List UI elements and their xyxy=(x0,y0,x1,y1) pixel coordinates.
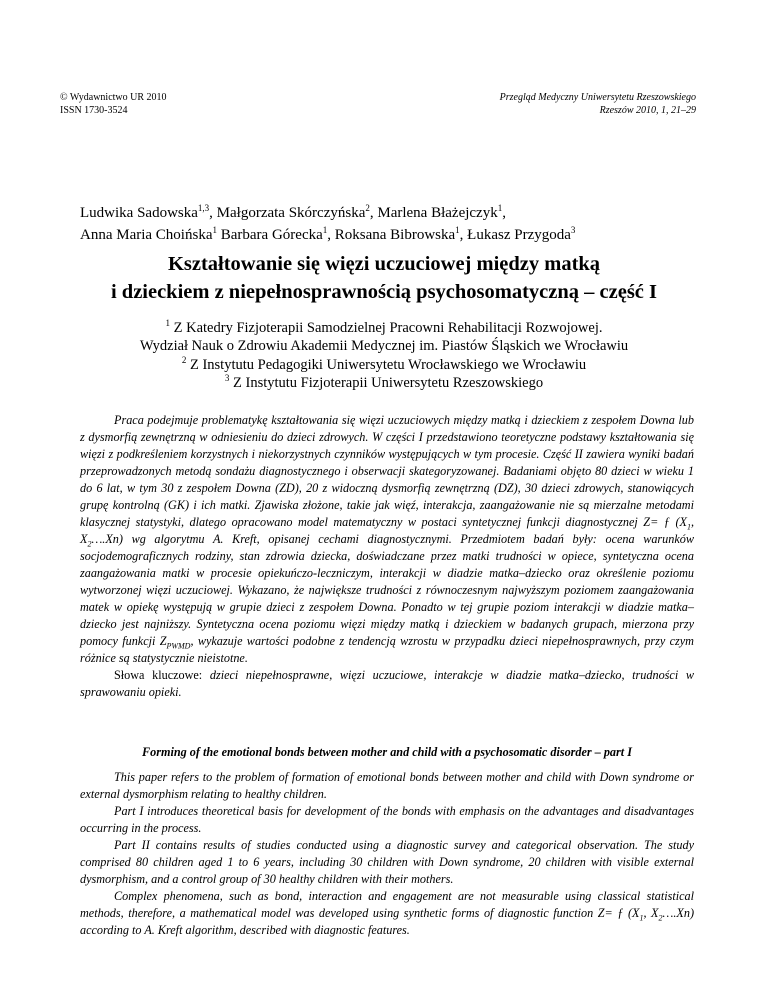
affiliation-1-cont: Wydział Nauk o Zdrowiu Akademii Medycznej im. Piastów Śląskich we Wrocławiu xyxy=(139,338,629,355)
author-name: Łukasz Przygoda xyxy=(467,227,571,243)
affiliation-2: $^2$ Z Instytutu Pedagogiki Uniwersytetu Wrocławskiego we Wrocławiu xyxy=(181,354,587,373)
author-affiliation-mark: 1 xyxy=(322,225,328,235)
journal-citation: Rzeszów 2010, 1, 21–29 xyxy=(599,105,696,116)
author-name: Ludwika Sadowska xyxy=(80,205,198,221)
affiliation-3: $^3$ Z Instytutu Fizjoterapii Uniwersytetu Rzeszowskiego xyxy=(224,372,544,391)
abstract-english-p4: Complex phenomena, such as bond, interaction and engagement are not measurable using classical statistical methods, therefore, a mathematical model was developed using synthetic forms of diagnostic function Z= ƒ ($X_1$, $X_2\dots.Xn$) according to A. Kreft algorithm, described with diagnostic features. xyxy=(80,889,694,937)
author-line-2: Anna Maria Choińska$^1$ Barbara Górecka$^1$, Roksana Bibrowska$^1$, Łukasz Przygoda$^3$ xyxy=(80,225,576,243)
affiliation-1: $^1$ Z Katedry Fizjoterapii Samodzielnej Pracowni Rehabilitacji Rozwojowej. xyxy=(165,318,603,336)
author-name: Roksana Bibrowska xyxy=(334,227,456,243)
journal-info xyxy=(500,91,696,117)
title-line-1: Kształtowanie się więzi uczuciowej między matką xyxy=(167,253,601,275)
author-affiliation-mark: 1 xyxy=(212,225,217,235)
journal-name: Przegląd Medyczny Uniwersytetu Rzeszowskiego xyxy=(499,92,696,103)
abstract-english-p1: This paper refers to the problem of formation of emotional bonds between mother and child with Down syndrome or external dysmorphism relating to healthy children. xyxy=(80,770,694,801)
abstract-english-p3: Part II contains results of studies conducted using a diagnostic survey and categorical observation. The study comprised 80 children aged 1 to 6 years, including 30 children with Down syndrome, 20 children with visible external dysmorphism, and a control group of 30 healthy children with their mothers. xyxy=(80,838,694,886)
title-line-2: i dzieckiem z niepełnosprawnością psychosomatyczną – część I xyxy=(110,281,658,303)
abstract-english-p2: Part I introduces theoretical basis for development of the bonds with emphasis on the advantages and disadvantages occurring in the process. xyxy=(80,804,694,835)
publisher-info xyxy=(60,91,167,117)
author-affiliation-mark: 1 xyxy=(497,203,503,213)
english-abstract-title: Forming of the emotional bonds between mother and child with a psychosomatic disorder – part I xyxy=(142,745,632,759)
author-affiliation-mark: 1 xyxy=(455,225,460,235)
author-affiliation-mark: 1,3 xyxy=(197,203,210,213)
article-title xyxy=(40,250,728,306)
abstract-english xyxy=(80,769,694,939)
author-name: Anna Maria Choińska xyxy=(80,227,213,243)
keywords-label: Słowa kluczowe: xyxy=(114,668,203,682)
author-affiliation-mark: 2 xyxy=(365,203,370,213)
author-name: Marlena Błażejczyk xyxy=(377,205,498,221)
author-name: Barbara Górecka xyxy=(220,227,323,243)
keywords xyxy=(80,667,694,701)
abstract-polish-body: Praca podejmuje problematykę kształtowania się więzi uczuciowych między matką i dzieckiem z zespołem Downa lub z dysmorfią zewnętrzną w odniesieniu do dzieci zdrowych. W części I przedstawiono teoretyczne podstawy kształtowania się więzi z podkreśleniem korzystnych i niekorzystnych czynników występujących w tym procesie. Część II zawiera wyniki badań przeprowadzonych metodą sondażu diagnostycznego i obserwacji skategoryzowanej. Badaniami objęto 80 dzieci w wieku 1 do 6 lat, w tym 30 z zespołem Downa (ZD), 20 z widoczną dysmorfią zewnętrzną (DZ), 30 dzieci zdrowych, stanowiących grupę kontrolną (GK) i ich matki. Zjawiska złożone, takie jak więź, interakcja, zaangażowanie nie są mierzalne metodami klasycznej statystyki, dlatego opracowano model matematyczny w postaci syntetycznej funkcji diagnostycznej Z= ƒ ($X_1$, $X_2\dots.Xn$) wg algorytmu A. Kreft, opisanej cechami diagnostycznymi. Przedmiotem badań były: ocena warunków socjodemograficznych rodziny, stan zdrowia dziecka, doświadczane przez matki trudności w opiece, syntetyczna ocena zaangażowania matki w procesie opiekuńczo-leczniczym, interakcji w diadzie matka–dziecko oraz określenie poziomu wytworzonej więzi uczuciowej. Wykazano, że największe trudności z równoczesnym najwyższym poziomem zaangażowania matek w opiekę występują w grupie dzieci z zespołem Downa. Ponadto w tej grupie poziom interakcji w diadzie matka–dziecko jest najniższy. Syntetyczna ocena poziomu więzi między matką i dzieckiem w badanych grupach, mierzona przy pomocy funkcji $Z_{PWMD}$, wykazuje wartości podobne z tendencją wzrostu w przypadku dzieci niepełnosprawnych, przy czym różnice są statystycznie nieistotne. xyxy=(80,413,694,665)
abstract-polish xyxy=(80,412,694,701)
author-line-1: Ludwika Sadowska$^{1,3}$, Małgorzata Skórczyńska$^2$, Marlena Błażejczyk$^1$, xyxy=(80,203,506,221)
publisher: © Wydawnictwo UR 2010 xyxy=(60,92,167,103)
author-name: Małgorzata Skórczyńska xyxy=(216,205,366,221)
issn: ISSN 1730-3524 xyxy=(60,105,128,116)
author-list xyxy=(80,202,720,246)
keywords-list: dzieci niepełnosprawne, więzi uczuciowe, interakcje w diadzie matka–dziecko, trudności w sprawowaniu opieki. xyxy=(80,668,694,699)
affiliations xyxy=(40,319,728,392)
author-affiliation-mark: 3 xyxy=(570,225,576,235)
